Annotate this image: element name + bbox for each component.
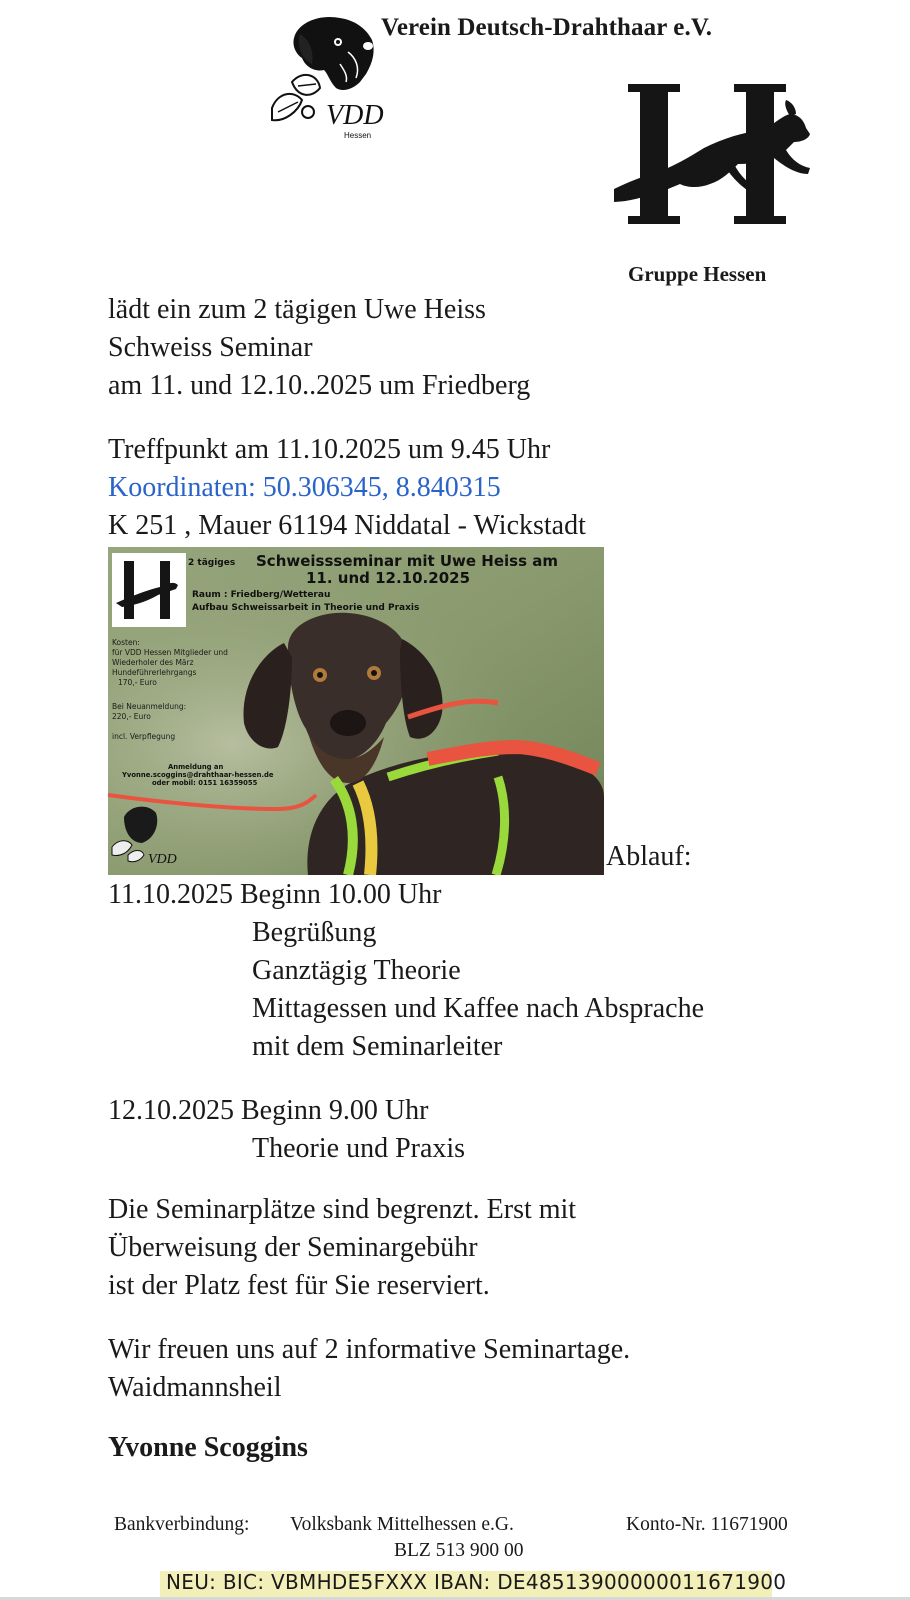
intro-line: am 11. und 12.10..2025 um Friedberg [108, 370, 531, 401]
vdd-hessen-logo [268, 12, 384, 140]
flyer-registration-line: Yvonne.scoggins@drahthaar-hessen.de [122, 771, 274, 779]
day1-heading: 11.10.2025 Beginn 10.00 Uhr [108, 879, 442, 910]
h-leaping-dog-icon [614, 80, 814, 230]
flyer-cost-line: Bei Neuanmeldung: [112, 702, 187, 711]
schedule-item: Ganztägig Theorie [252, 955, 461, 986]
gruppe-hessen-logo [614, 80, 814, 230]
bank-name: Volksbank Mittelhessen e.G. [290, 1514, 514, 1535]
flyer-cost-line: Kosten: [112, 638, 140, 647]
vdd-mark-text: VDD [326, 100, 384, 131]
flyer-cost-line: für VDD Hessen Mitglieder und [112, 648, 228, 657]
flyer-room: Raum : Friedberg/Wetterau [192, 590, 331, 600]
group-name: Gruppe Hessen [628, 262, 767, 286]
flyer-title-main: Schweissseminar mit Uwe Heiss am [256, 552, 558, 570]
schedule-item: Mittagessen und Kaffee nach Absprache [252, 993, 704, 1024]
notice-line: Die Seminarplätze sind begrenzt. Erst mit [108, 1194, 577, 1225]
schedule-day2 [108, 1092, 465, 1168]
seminar-flyer-image [108, 547, 604, 875]
schedule-item: Theorie und Praxis [252, 1133, 466, 1164]
iban-line: NEU: BIC: VBMHDE5FXXX IBAN: DE48513900000011671900 [166, 1570, 787, 1594]
bank-label: Bankverbindung: [114, 1514, 250, 1535]
flyer-cost-line: 220,- Euro [112, 712, 151, 721]
flyer-registration-line: Anmeldung an [168, 763, 224, 771]
schedule-item: mit dem Seminarleiter [252, 1031, 503, 1062]
coordinates-link[interactable]: Koordinaten: 50.306345, 8.840315 [108, 472, 501, 503]
schedule-item: Begrüßung [252, 917, 377, 948]
closing-block [108, 1331, 630, 1407]
notice-line: ist der Platz fest für Sie reserviert. [108, 1270, 490, 1301]
schedule-day1 [108, 876, 704, 1066]
schedule-label: Ablauf: [606, 841, 692, 872]
vdd-region-text: Hessen [344, 131, 372, 140]
flyer-title-dates: 11. und 12.10.2025 [306, 569, 471, 587]
intro-line: lädt ein zum 2 tägigen Uwe Heiss [108, 294, 486, 325]
flyer-vdd-mark: VDD [148, 852, 177, 867]
organization-title: Verein Deutsch-Drahthaar e.V. [381, 14, 713, 41]
vdd-dog-icon [268, 12, 384, 140]
bank-blz: BLZ 513 900 00 [394, 1540, 524, 1561]
bank-account: Konto-Nr. 11671900 [626, 1514, 788, 1535]
closing-line: Waidmannsheil [108, 1372, 282, 1403]
notice-block [108, 1191, 576, 1305]
meeting-block [108, 431, 586, 545]
closing-line: Wir freuen uns auf 2 informative Seminartage. [108, 1334, 631, 1365]
day2-heading: 12.10.2025 Beginn 9.00 Uhr [108, 1095, 429, 1126]
flyer-cost-line: incl. Verpflegung [112, 732, 176, 741]
flyer-cost-line: 170,- Euro [118, 678, 157, 687]
notice-line: Überweisung der Seminargebühr [108, 1232, 478, 1263]
flyer-structure: Aufbau Schweissarbeit in Theorie und Praxis [192, 603, 420, 613]
signature-name: Yvonne Scoggins [108, 1432, 308, 1463]
flyer-cost-line: Hundeführerlehrgangs [112, 668, 197, 677]
meeting-address: K 251 , Mauer 61194 Niddatal - Wickstadt [108, 510, 586, 541]
intro-block [108, 291, 530, 405]
intro-line: Schweiss Seminar [108, 332, 313, 363]
flyer-title-prefix: 2 tägiges [188, 558, 236, 568]
meeting-time: Treffpunkt am 11.10.2025 um 9.45 Uhr [108, 434, 551, 465]
flyer-cost-line: Wiederholer des März [112, 658, 194, 667]
flyer-registration-line: oder mobil: 0151 16359055 [152, 779, 258, 787]
